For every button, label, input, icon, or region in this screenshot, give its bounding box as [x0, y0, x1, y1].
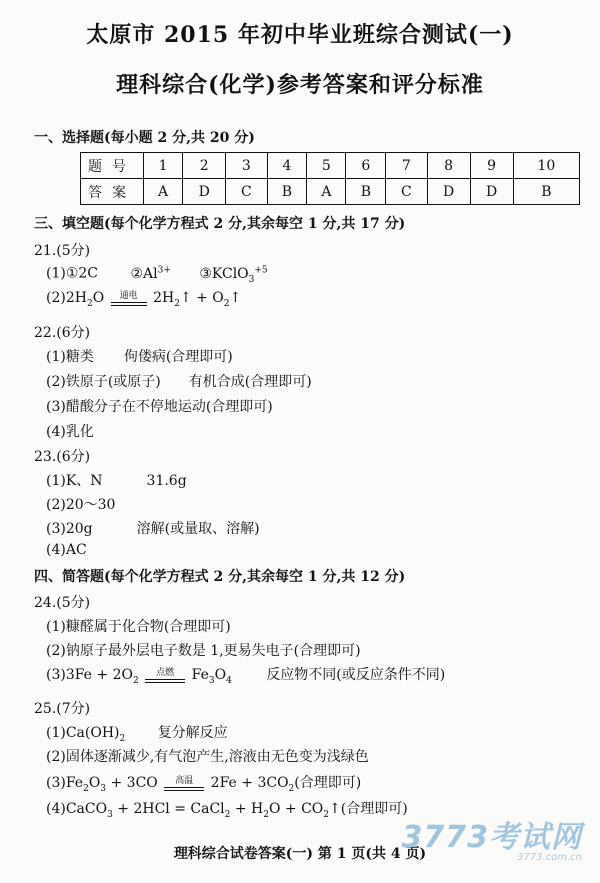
- table-cell: 8: [427, 153, 470, 179]
- reaction-arrow: 点燃: [145, 668, 185, 683]
- table-cell: A: [144, 179, 183, 205]
- document-title: 太原市 2015 年初中毕业班综合测试(一): [86, 22, 514, 48]
- q22-answer-2: (2)铁原子(或原子) 有机合成(合理即可): [46, 374, 312, 390]
- watermark-url: 3773.com.cn: [517, 852, 582, 863]
- table-cell: B: [513, 179, 579, 205]
- q21-answer-1: [46, 265, 268, 284]
- table-cell: C: [386, 179, 427, 205]
- q25-answer-4: (4)CaCO$_3$ + 2HCl = CaCl$_2$ + $H_2O$ + $CO_2↑$(合理即可): [46, 801, 408, 820]
- table-cell: 2: [183, 153, 226, 179]
- table-cell: 4: [267, 153, 307, 179]
- q24-answer-2: (2)钠原子最外层电子数是 1,更易失电子(合理即可): [46, 643, 361, 659]
- table-cell: 10: [513, 153, 579, 179]
- table-cell: D: [427, 179, 470, 205]
- table-row-answers: [81, 179, 580, 205]
- document-subtitle: 理科综合(化学)参考答案和评分标准: [116, 72, 484, 98]
- section3-heading: 三、填空题(每个化学方程式 2 分,其余每空 1 分,共 17 分): [34, 216, 406, 232]
- q21-answer-2: $(2)2H_2O$ 通电 $2H_2↑$ + $O_2↑$: [46, 290, 242, 309]
- table-cell: 3: [226, 153, 267, 179]
- table-cell: 6: [346, 153, 386, 179]
- table-cell: A: [307, 179, 346, 205]
- row-label-answer: 答案: [81, 179, 144, 205]
- q23-answer-4: (4)AC: [46, 542, 87, 558]
- section1-heading: 一、选择题(每小题 2 分,共 20 分): [34, 130, 255, 146]
- section4-heading: 四、简答题(每个化学方程式 2 分,其余每空 1 分,共 12 分): [34, 569, 406, 585]
- reaction-arrow: 通电: [111, 291, 147, 306]
- q23-answer-3: (3)20g 溶解(或量取、溶解): [46, 521, 260, 537]
- watermark-logo: 3773考试网: [401, 820, 582, 855]
- q25-answer-3: $(3)Fe_2O_3 + 3CO$ 高温 $2Fe + 3CO_2$(合理即可): [46, 775, 362, 794]
- table-cell: D: [470, 179, 513, 205]
- table-cell: B: [267, 179, 307, 205]
- table-cell: 1: [144, 153, 183, 179]
- q21-a1: (1)①2C: [46, 265, 99, 282]
- table-row-numbers: [81, 153, 580, 179]
- q24-answer-1: (1)糠醛属于化合物(合理即可): [46, 619, 231, 635]
- q24-number: 24.(5分): [34, 595, 91, 611]
- q21-number: 21.(5分): [34, 243, 91, 259]
- site-watermark: [402, 812, 583, 863]
- answer-table: [80, 152, 580, 205]
- table-cell: 9: [470, 153, 513, 179]
- q23-answer-1: (1)K、N 31.6g: [46, 473, 187, 489]
- q25-number: 25.(7分): [34, 701, 91, 717]
- table-cell: C: [226, 179, 267, 205]
- table-cell: D: [183, 179, 226, 205]
- row-label-number: 题号: [81, 153, 144, 179]
- table-cell: 7: [386, 153, 427, 179]
- q21-a1c: ③KClO$_3^{+5}$: [199, 265, 268, 285]
- page-footer: 理科综合试卷答案(一) 第 1 页(共 4 页): [173, 846, 427, 862]
- q23-number: 23.(6分): [34, 449, 91, 465]
- q21-a1b: $②Al^{3+}$: [130, 265, 171, 282]
- q25-answer-1: $(1)Ca(OH)_2$ 复分解反应: [46, 725, 228, 744]
- table-cell: 5: [307, 153, 346, 179]
- q22-answer-3: (3)醋酸分子在不停地运动(合理即可): [46, 399, 273, 415]
- reaction-arrow: 高温: [164, 776, 204, 791]
- q22-number: 22.(6分): [34, 325, 91, 341]
- q23-answer-2: (2)20～30: [46, 497, 116, 513]
- q22-answer-1: (1)糖类 佝偻病(合理即可): [46, 349, 233, 365]
- q22-answer-4: (4)乳化: [46, 424, 94, 440]
- table-cell: B: [346, 179, 386, 205]
- q24-answer-3: $(3)3Fe + 2O_2$ 点燃 $Fe_3O_4$ 反应物不同(或反应条件不同): [46, 667, 446, 686]
- q25-answer-2: (2)固体逐渐减少,有气泡产生,溶液由无色变为浅绿色: [46, 749, 369, 765]
